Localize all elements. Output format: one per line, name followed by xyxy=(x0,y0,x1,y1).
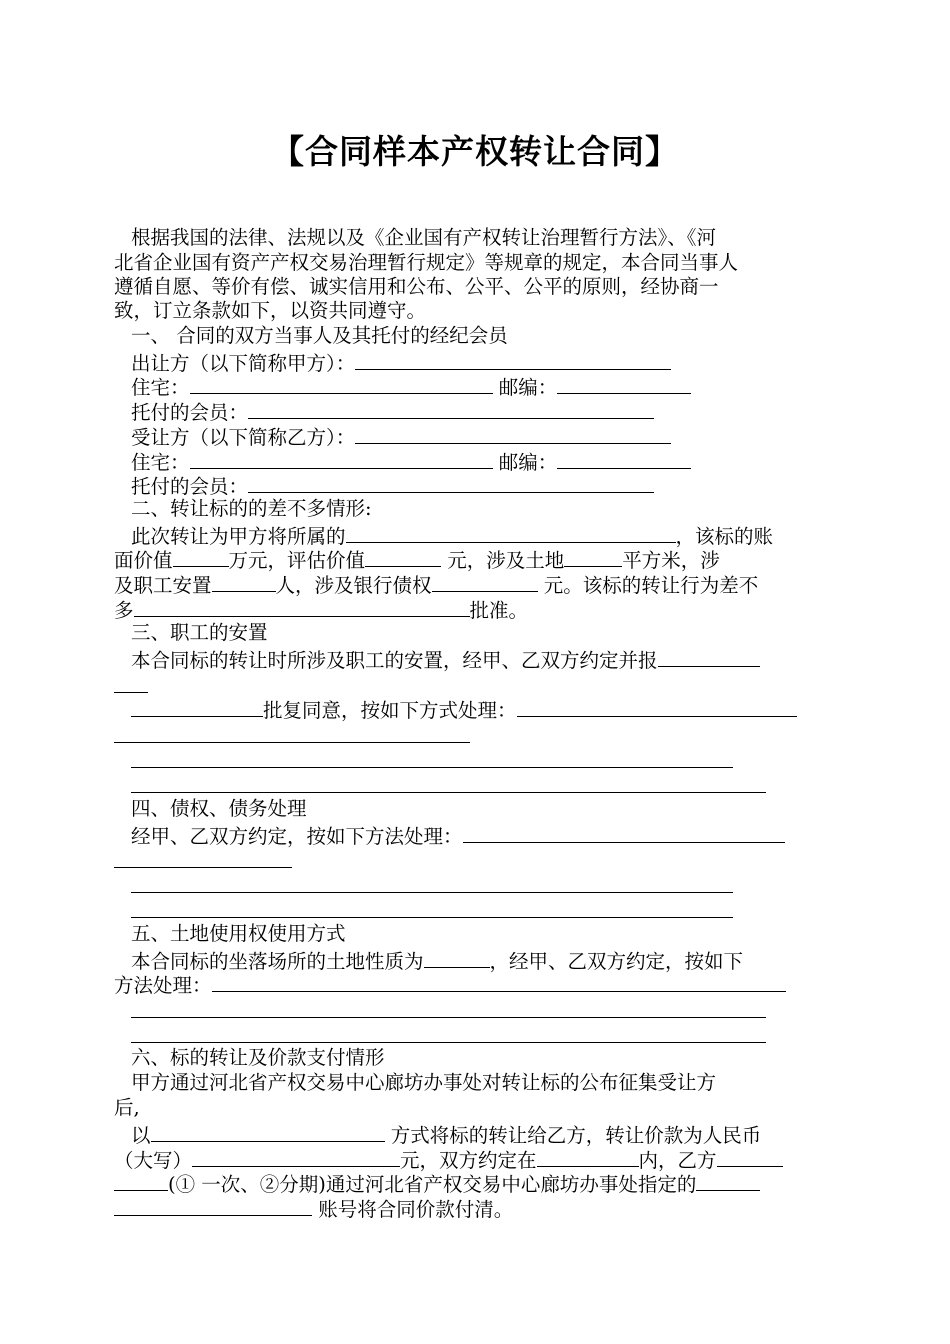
buyer-postcode-blank[interactable] xyxy=(557,448,691,469)
s2-text-1a: 此次转让为甲方将所属的 xyxy=(131,525,346,548)
seller-member-row xyxy=(131,398,654,425)
payer-blank[interactable] xyxy=(717,1146,783,1167)
buyer-address-blank[interactable] xyxy=(190,448,493,469)
intro-line-4: 致，订立条款如下，以资共同遵守。 xyxy=(114,299,427,322)
debt-handling-line-1[interactable] xyxy=(114,867,292,868)
debt-handling-blank[interactable] xyxy=(463,822,785,843)
s6-line-6 xyxy=(114,1195,513,1222)
seller-address-blank[interactable] xyxy=(190,373,493,394)
s3-text-2: 批复同意，按如下方式处理： xyxy=(263,699,517,722)
s2-text-4a: 多 xyxy=(114,599,134,622)
s2-text-2c: 元，涉及土地 xyxy=(441,549,565,572)
s5-text-2: 方法处理： xyxy=(114,974,212,997)
seller-blank[interactable] xyxy=(355,349,671,370)
seller-member-blank[interactable] xyxy=(248,398,654,419)
buyer-member-blank[interactable] xyxy=(248,472,654,493)
buyer-blank[interactable] xyxy=(355,423,671,444)
seller-postcode-blank[interactable] xyxy=(557,373,691,394)
section-6-heading: 六、标的转让及价款支付情形 xyxy=(131,1046,385,1069)
intro-line-3: 遵循自愿、等价有偿、诚实信用和公布、公平、公平的原则，经协商一 xyxy=(114,275,719,298)
s6-line-5 xyxy=(114,1170,760,1197)
s2-text-2a: 面价值 xyxy=(114,549,173,572)
buyer-member-row xyxy=(131,472,654,499)
staff-handling-blank[interactable] xyxy=(517,696,797,717)
seller-address-label: 住宅： xyxy=(131,376,190,399)
approval-authority-blank[interactable] xyxy=(134,596,470,617)
s6-text-4b: 元，双方约定在 xyxy=(400,1149,537,1172)
intro-line-1: 根据我国的法律、法规以及《企业国有产权转让治理暂行方法》、《河 xyxy=(131,226,717,249)
payment-deadline-blank[interactable] xyxy=(537,1146,639,1167)
debt-handling-line-2[interactable] xyxy=(131,892,733,893)
seller-member-label: 托付的会员： xyxy=(131,401,249,424)
buyer-address-label: 住宅： xyxy=(131,451,190,474)
buyer-label: 受让方（以下简称乙方）： xyxy=(131,426,356,449)
s2-line-1 xyxy=(131,522,773,549)
book-value-blank[interactable] xyxy=(173,546,229,567)
s5-text-1a: 本合同标的坐落场所的土地性质为 xyxy=(131,950,424,973)
s2-text-2d: 平方米，涉 xyxy=(622,549,720,572)
price-in-words-blank[interactable] xyxy=(192,1146,400,1167)
s6-text-6: 账号将合同价款付清。 xyxy=(312,1198,514,1221)
report-to-blank[interactable] xyxy=(658,646,760,667)
buyer-row xyxy=(131,423,671,450)
debt-handling-line-3[interactable] xyxy=(131,917,733,918)
s2-line-3 xyxy=(114,571,758,598)
bank-debt-blank[interactable] xyxy=(432,571,538,592)
land-handling-line-2[interactable] xyxy=(131,1017,766,1018)
s6-text-4a: （大写） xyxy=(114,1149,193,1172)
s2-text-1b: ，该标的账 xyxy=(675,525,774,548)
land-nature-blank[interactable] xyxy=(424,947,490,968)
s2-text-3c: 元。该标的转让行为差不 xyxy=(537,574,759,597)
s2-line-4 xyxy=(114,596,528,623)
land-area-blank[interactable] xyxy=(564,546,622,567)
s3-line-1 xyxy=(131,646,760,673)
seller-row xyxy=(131,349,671,376)
s3-text-1: 本合同标的转让时所涉及职工的安置，经甲、乙双方约定并报 xyxy=(131,649,658,672)
s5-line-1 xyxy=(131,947,743,974)
s6-text-5a: (① 一次、②分期)通过河北省产权交易中心廊坊办事处指定的 xyxy=(168,1173,697,1196)
s2-text-4b: 批准。 xyxy=(469,599,529,622)
s4-line-1 xyxy=(131,822,785,849)
approver-blank[interactable] xyxy=(131,696,263,717)
seller-label: 出让方（以下简称甲方）： xyxy=(131,352,356,375)
s6-line-4 xyxy=(114,1146,783,1173)
account-blank-cont[interactable] xyxy=(114,1195,312,1216)
buyer-postcode-label: 邮编： xyxy=(498,451,558,474)
section-4-heading: 四、债权、债务处理 xyxy=(131,797,307,820)
s6-text-4c: 内，乙方 xyxy=(638,1149,717,1172)
s6-line-3 xyxy=(131,1121,761,1148)
section-5-heading: 五、土地使用权使用方式 xyxy=(131,922,346,945)
s5-text-1b: ，经甲、乙双方约定，按如下 xyxy=(489,950,744,973)
account-blank[interactable] xyxy=(696,1170,760,1191)
seller-postcode-label: 邮编： xyxy=(498,376,558,399)
transfer-method-blank[interactable] xyxy=(151,1121,385,1142)
intro-line-2: 北省企业国有资产产权交易治理暂行规定》等规章的规定，本合同当事人 xyxy=(114,251,739,274)
staff-count-blank[interactable] xyxy=(212,571,276,592)
s6-text-3b: 方式将标的转让给乙方，转让价款为人民币 xyxy=(384,1124,762,1147)
s2-text-3a: 及职工安置 xyxy=(114,574,212,597)
s3-line-2 xyxy=(131,696,797,723)
staff-handling-line-1[interactable] xyxy=(114,742,470,743)
land-handling-line-3[interactable] xyxy=(131,1042,766,1043)
s6-line-2: 后, xyxy=(114,1096,140,1119)
seller-address-row xyxy=(131,373,691,400)
s2-text-3b: 人，涉及银行债权 xyxy=(275,574,432,597)
report-to-blank-cont[interactable] xyxy=(114,692,148,693)
s2-line-2 xyxy=(114,546,720,573)
s4-text-1: 经甲、乙双方约定，按如下方法处理： xyxy=(131,825,463,848)
payment-option-blank[interactable] xyxy=(114,1170,168,1191)
section-1-heading: 一、 合同的双方当事人及其托付的经纪会员 xyxy=(131,324,508,347)
staff-handling-line-3[interactable] xyxy=(131,792,766,793)
document-title: 【合同样本产权转让合同】 xyxy=(271,132,679,171)
buyer-member-label: 托付的会员： xyxy=(131,475,249,498)
buyer-address-row xyxy=(131,448,691,475)
s5-line-2 xyxy=(114,971,786,998)
section-3-heading: 三、职工的安置 xyxy=(131,621,268,644)
assessed-value-blank[interactable] xyxy=(365,546,441,567)
s2-text-2b: 万元，评估价值 xyxy=(228,549,366,572)
s6-line-1: 甲方通过河北省产权交易中心廊坊办事处对转让标的公布征集受让方 xyxy=(131,1071,717,1094)
staff-handling-line-2[interactable] xyxy=(131,767,733,768)
land-handling-blank[interactable] xyxy=(212,971,786,992)
section-2-heading: 二、转让标的的差不多情形: xyxy=(131,497,372,520)
asset-name-blank[interactable] xyxy=(346,522,676,543)
s6-text-3a: 以 xyxy=(131,1124,151,1147)
